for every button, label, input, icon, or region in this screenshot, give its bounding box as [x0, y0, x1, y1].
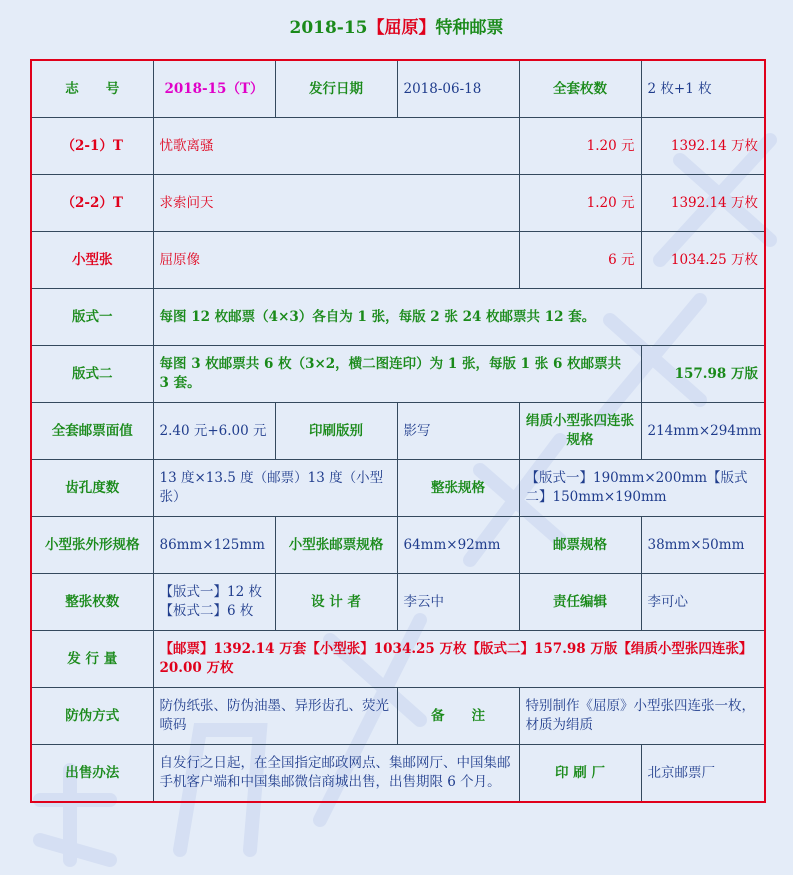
sheetlet-size-value: 86mm×125mm — [153, 517, 275, 574]
face-value-label: 全套邮票面值 — [31, 403, 153, 460]
stamp-info-table — [30, 59, 766, 803]
face-value-value: 2.40 元+6.00 元 — [153, 403, 275, 460]
table-row-format2 — [31, 346, 765, 403]
print-method-value: 影写 — [397, 403, 519, 460]
title-prefix: 2018-15 — [289, 18, 368, 38]
silk-sheet-label: 绢质小型张四连张规格 — [519, 403, 641, 460]
table-row-circulation — [31, 631, 765, 688]
table-row-sheet-count — [31, 574, 765, 631]
format1-label: 版式一 — [31, 289, 153, 346]
remark-label: 备 注 — [397, 688, 519, 745]
circulation-value: 【邮票】1392.14 万套【小型张】1034.25 万枚【版式二】157.98 万版【绢质小型张四连张】20.00 万枚 — [153, 631, 765, 688]
stamp2-face: 1.20 元 — [519, 175, 641, 232]
stamp-id-label: 志 号 — [31, 60, 153, 118]
perforation-label: 齿孔度数 — [31, 460, 153, 517]
perforation-value: 13 度×13.5 度（邮票）13 度（小型张） — [153, 460, 397, 517]
set-count-value: 2 枚+1 枚 — [641, 60, 765, 118]
stamp2-quantity: 1392.14 万枚 — [641, 175, 765, 232]
sheet-count-value — [153, 574, 275, 631]
issue-date-label: 发行日期 — [275, 60, 397, 118]
designer-value: 李云中 — [397, 574, 519, 631]
stamp2-name: 求索问天 — [153, 175, 519, 232]
sheetlet-quantity: 1034.25 万枚 — [641, 232, 765, 289]
print-method-label: 印刷版别 — [275, 403, 397, 460]
anticounterfeit-value: 防伪纸张、防伪油墨、异形齿孔、荧光喷码 — [153, 688, 397, 745]
sheet-count-label: 整张枚数 — [31, 574, 153, 631]
stamp1-face: 1.20 元 — [519, 118, 641, 175]
table-row-perforation — [31, 460, 765, 517]
format1-text: 每图 12 枚邮票（4×3）各自为 1 张，每版 2 张 24 枚邮票共 12 套。 — [153, 289, 765, 346]
silk-sheet-value: 214mm×294mm — [641, 403, 765, 460]
stamp-size-label: 邮票规格 — [519, 517, 641, 574]
table-row-anticounterfeit — [31, 688, 765, 745]
title-name: 【屈原】 — [367, 18, 436, 38]
sale-method-value: 自发行之日起，在全国指定邮政网点、集邮网厅、中国集邮手机客户端和中国集邮微信商城出售，出售期限 6 个月。 — [153, 745, 519, 803]
designer-label: 设 计 者 — [275, 574, 397, 631]
table-row-face-value — [31, 403, 765, 460]
stamp2-label: （2-2）T — [31, 175, 153, 232]
sheetlet-stamp-size-label: 小型张邮票规格 — [275, 517, 397, 574]
sheetlet-size-label: 小型张外形规格 — [31, 517, 153, 574]
sheetlet-name: 屈原像 — [153, 232, 519, 289]
table-row-id — [31, 60, 765, 118]
sheet-count-line1: 【版式一】12 枚 — [159, 584, 262, 600]
sheetlet-stamp-size-value: 64mm×92mm — [397, 517, 519, 574]
sheet-count-line2: 【板式二】6 枚 — [159, 603, 254, 619]
printer-value: 北京邮票厂 — [641, 745, 765, 803]
anticounterfeit-label: 防伪方式 — [31, 688, 153, 745]
sheetlet-label: 小型张 — [31, 232, 153, 289]
circulation-label: 发 行 量 — [31, 631, 153, 688]
table-row-sheetlet — [31, 232, 765, 289]
issue-date-value: 2018-06-18 — [397, 60, 519, 118]
set-count-label: 全套枚数 — [519, 60, 641, 118]
table-row-sale — [31, 745, 765, 803]
stamp-id-value: 2018-15（T） — [153, 60, 275, 118]
editor-value: 李可心 — [641, 574, 765, 631]
page-title — [0, 14, 793, 42]
sale-method-label: 出售办法 — [31, 745, 153, 803]
sheetlet-face: 6 元 — [519, 232, 641, 289]
format2-label: 版式二 — [31, 346, 153, 403]
remark-value: 特别制作《屈原》小型张四连张一枚，材质为绢质 — [519, 688, 765, 745]
table-row-format1 — [31, 289, 765, 346]
table-row-stamp1 — [31, 118, 765, 175]
sheet-size-label: 整张规格 — [397, 460, 519, 517]
stamp1-quantity: 1392.14 万枚 — [641, 118, 765, 175]
stamp-size-value: 38mm×50mm — [641, 517, 765, 574]
title-suffix: 特种邮票 — [435, 18, 504, 38]
sheet-size-value: 【版式一】190mm×200mm【版式二】150mm×190mm — [519, 460, 765, 517]
table-row-sheetlet-size — [31, 517, 765, 574]
table-row-stamp2 — [31, 175, 765, 232]
printer-label: 印 刷 厂 — [519, 745, 641, 803]
format2-text: 每图 3 枚邮票共 6 枚（3×2，横二图连印）为 1 张，每版 1 张 6 枚邮票共 3 套。 — [153, 346, 641, 403]
stamp1-name: 忧歌离骚 — [153, 118, 519, 175]
format2-quantity: 157.98 万版 — [641, 346, 765, 403]
editor-label: 责任编辑 — [519, 574, 641, 631]
stamp1-label: （2-1）T — [31, 118, 153, 175]
